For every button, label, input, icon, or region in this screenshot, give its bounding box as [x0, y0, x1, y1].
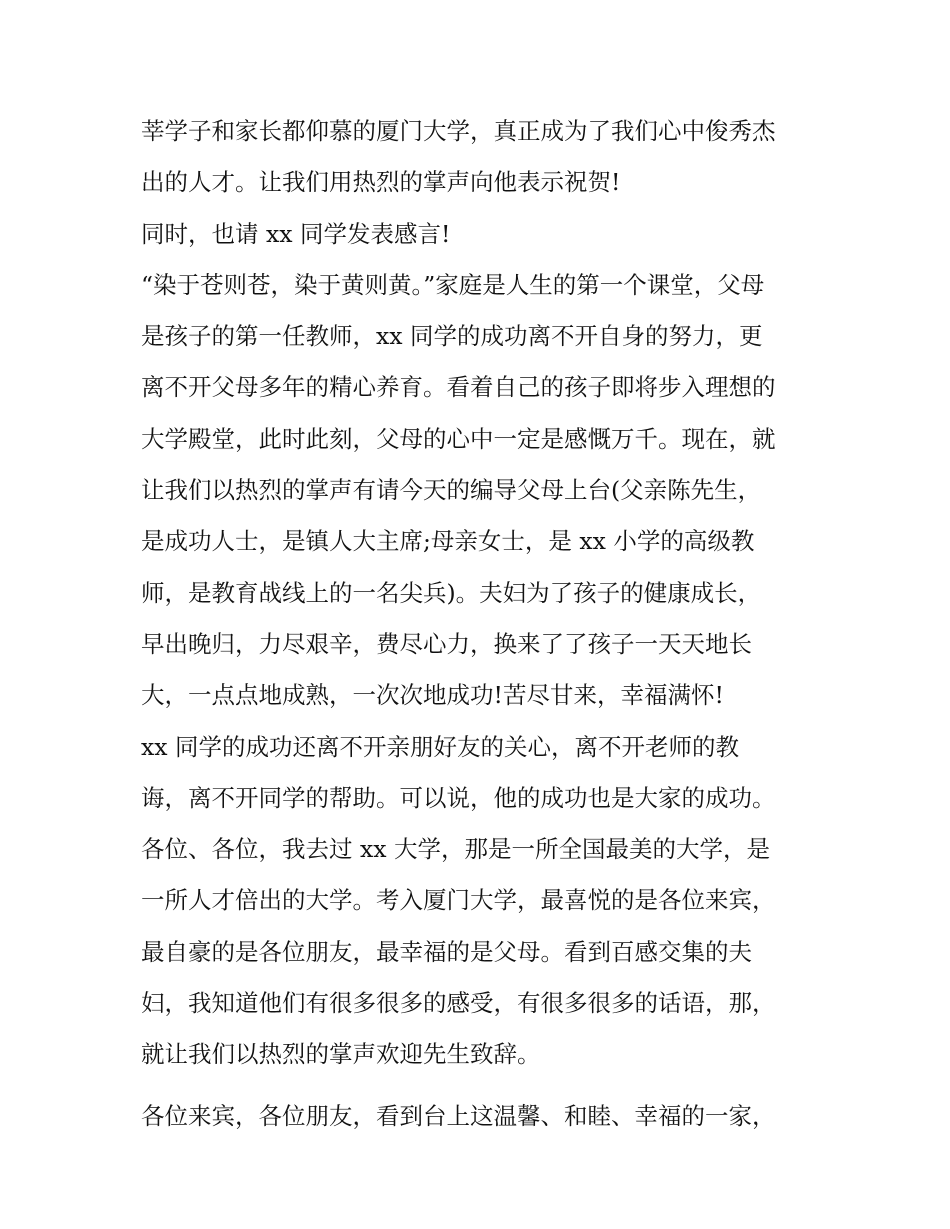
text-line: 离不开父母多年的精心养育。看着自己的孩子即将步入理想的 [141, 373, 776, 402]
text-line: 莘学子和家长都仰慕的厦门大学，真正成为了我们心中俊秀杰 [141, 117, 776, 145]
text-line: 诲，离不开同学的帮助。可以说，他的成功也是大家的成功。 [141, 783, 776, 812]
text-line: 让我们以热烈的掌声有请今天的编导父母上台(父亲陈先生， [141, 476, 762, 505]
text-line: 就让我们以热烈的掌声欢迎先生致辞。 [141, 1040, 541, 1069]
body-text [141, 106, 821, 1142]
text-line: 大学殿堂，此时此刻，父母的心中一定是感慨万千。现在，就 [141, 424, 776, 453]
text-line: 一所人才倍出的大学。考入厦门大学，最喜悦的是各位来宾， [141, 886, 776, 915]
text-line: 各位、各位，我去过 xx 大学，那是一所全国最美的大学，是 [141, 835, 770, 864]
text-line: 是成功人士，是镇人大主席;母亲女士，是 xx 小学的高级教 [141, 527, 755, 556]
text-line: 是孩子的第一任教师，xx 同学的成功离不开自身的努力，更 [141, 322, 763, 351]
text-line: 出的人才。让我们用热烈的掌声向他表示祝贺! [141, 168, 621, 197]
text-line: 早出晚归，力尽艰辛，费尽心力，换来了了孩子一天天地长 [141, 629, 752, 658]
text-line: 妇，我知道他们有很多很多的感受，有很多很多的话语，那， [141, 989, 776, 1018]
text-line: 师，是教育战线上的一名尖兵)。夫妇为了孩子的健康成长， [141, 578, 762, 607]
text-line: 最自豪的是各位朋友，最幸福的是父母。看到百感交集的夫 [141, 937, 752, 966]
text-line: 同时，也请 xx 同学发表感言! [141, 219, 451, 248]
text-line: xx 同学的成功还离不开亲朋好友的关心，离不开老师的教 [141, 732, 739, 761]
text-line: 大，一点点地成熟，一次次地成功!苦尽甘来，幸福满怀! [141, 681, 724, 710]
text-line: 各位来宾，各位朋友，看到台上这温馨、和睦、幸福的一家， [141, 1101, 776, 1130]
text-line: “染于苍则苍，染于黄则黄。”家庭是人生的第一个课堂，父母 [141, 270, 765, 299]
